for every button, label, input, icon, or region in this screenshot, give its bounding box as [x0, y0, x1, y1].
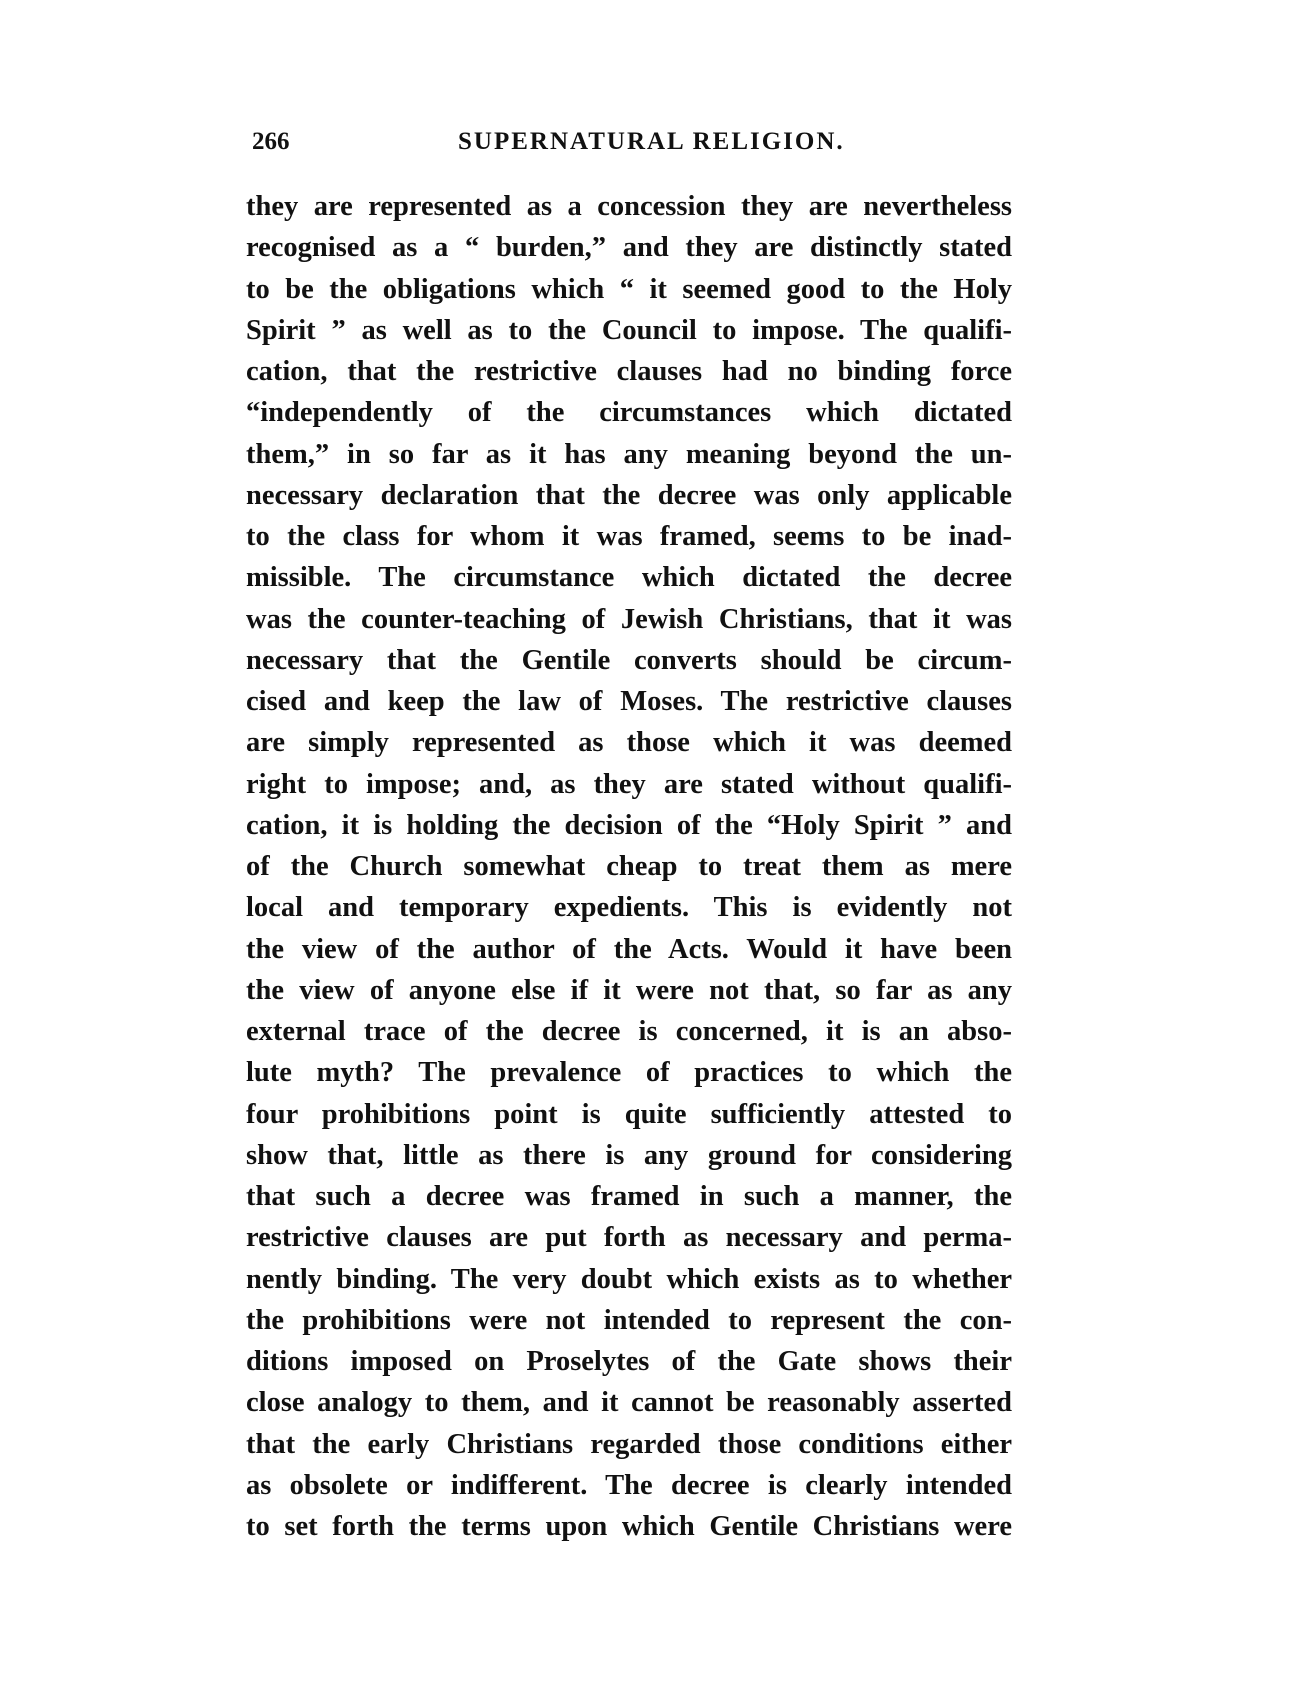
- running-title: SUPERNATURAL RELIGION.: [458, 128, 845, 155]
- text-line: that such a decree was framed in such a manner, the: [246, 1181, 1012, 1212]
- text-line: restrictive clauses are put forth as necessary and perma-: [246, 1222, 1012, 1254]
- text-line: four prohibitions point is quite sufficiently attested to: [246, 1098, 1012, 1130]
- text-line: external trace of the decree is concerned, it is an abso-: [246, 1016, 1012, 1047]
- text-line: was the counter-teaching of Jewish Christians, that it was: [246, 603, 1012, 635]
- text-line: nently binding. The very doubt which exists as to whether: [246, 1263, 1012, 1295]
- text-line: to set forth the terms upon which Gentile Christians were: [246, 1511, 1012, 1542]
- text-line: the prohibitions were not intended to represent the con-: [246, 1304, 1012, 1336]
- text-line: necessary that the Gentile converts should be circum-: [246, 644, 1012, 676]
- text-line: cation, that the restrictive clauses had no binding force: [246, 356, 1012, 387]
- text-line: to be the obligations which “ it seemed good to the Holy: [246, 273, 1012, 305]
- text-line: close analogy to them, and it cannot be reasonably asserted: [246, 1387, 1012, 1419]
- text-line: they are represented as a concession they are nevertheless: [246, 191, 1012, 222]
- text-line: local and temporary expedients. This is evidently not: [246, 892, 1012, 924]
- text-line: ditions imposed on Proselytes of the Gate shows their: [246, 1346, 1012, 1377]
- text-line: recognised as a “ burden,” and they are distinctly stated: [246, 232, 1012, 264]
- text-line: are simply represented as those which it was deemed: [246, 727, 1012, 759]
- text-line: necessary declaration that the decree was only applicable: [246, 479, 1012, 511]
- page-header: [252, 128, 1012, 168]
- body-text: [246, 186, 1012, 1547]
- text-line: that the early Christians regarded those conditions either: [246, 1428, 1012, 1460]
- text-line: the view of anyone else if it were not that, so far as any: [246, 974, 1012, 1006]
- text-line: show that, little as there is any ground for considering: [246, 1139, 1012, 1171]
- text-line: right to impose; and, as they are stated without qualifi-: [246, 768, 1012, 800]
- text-line: them,” in so far as it has any meaning beyond the un-: [246, 438, 1012, 470]
- text-line: the view of the author of the Acts. Would it have been: [246, 933, 1012, 965]
- text-line: Spirit ” as well as to the Council to impose. The qualifi-: [246, 314, 1012, 346]
- text-line: cised and keep the law of Moses. The restrictive clauses: [246, 686, 1012, 717]
- text-line: as obsolete or indifferent. The decree is clearly intended: [246, 1469, 1012, 1501]
- page-number: 266: [252, 128, 290, 155]
- text-line: “independently of the circumstances which dictated: [246, 397, 1012, 429]
- text-line: cation, it is holding the decision of the “Holy Spirit ” and: [246, 809, 1012, 841]
- text-line: missible. The circumstance which dictated the decree: [246, 562, 1012, 594]
- text-line: lute myth? The prevalence of practices to which the: [246, 1057, 1012, 1089]
- text-line: to the class for whom it was framed, seems to be inad-: [246, 521, 1012, 552]
- text-line: of the Church somewhat cheap to treat them as mere: [246, 851, 1012, 882]
